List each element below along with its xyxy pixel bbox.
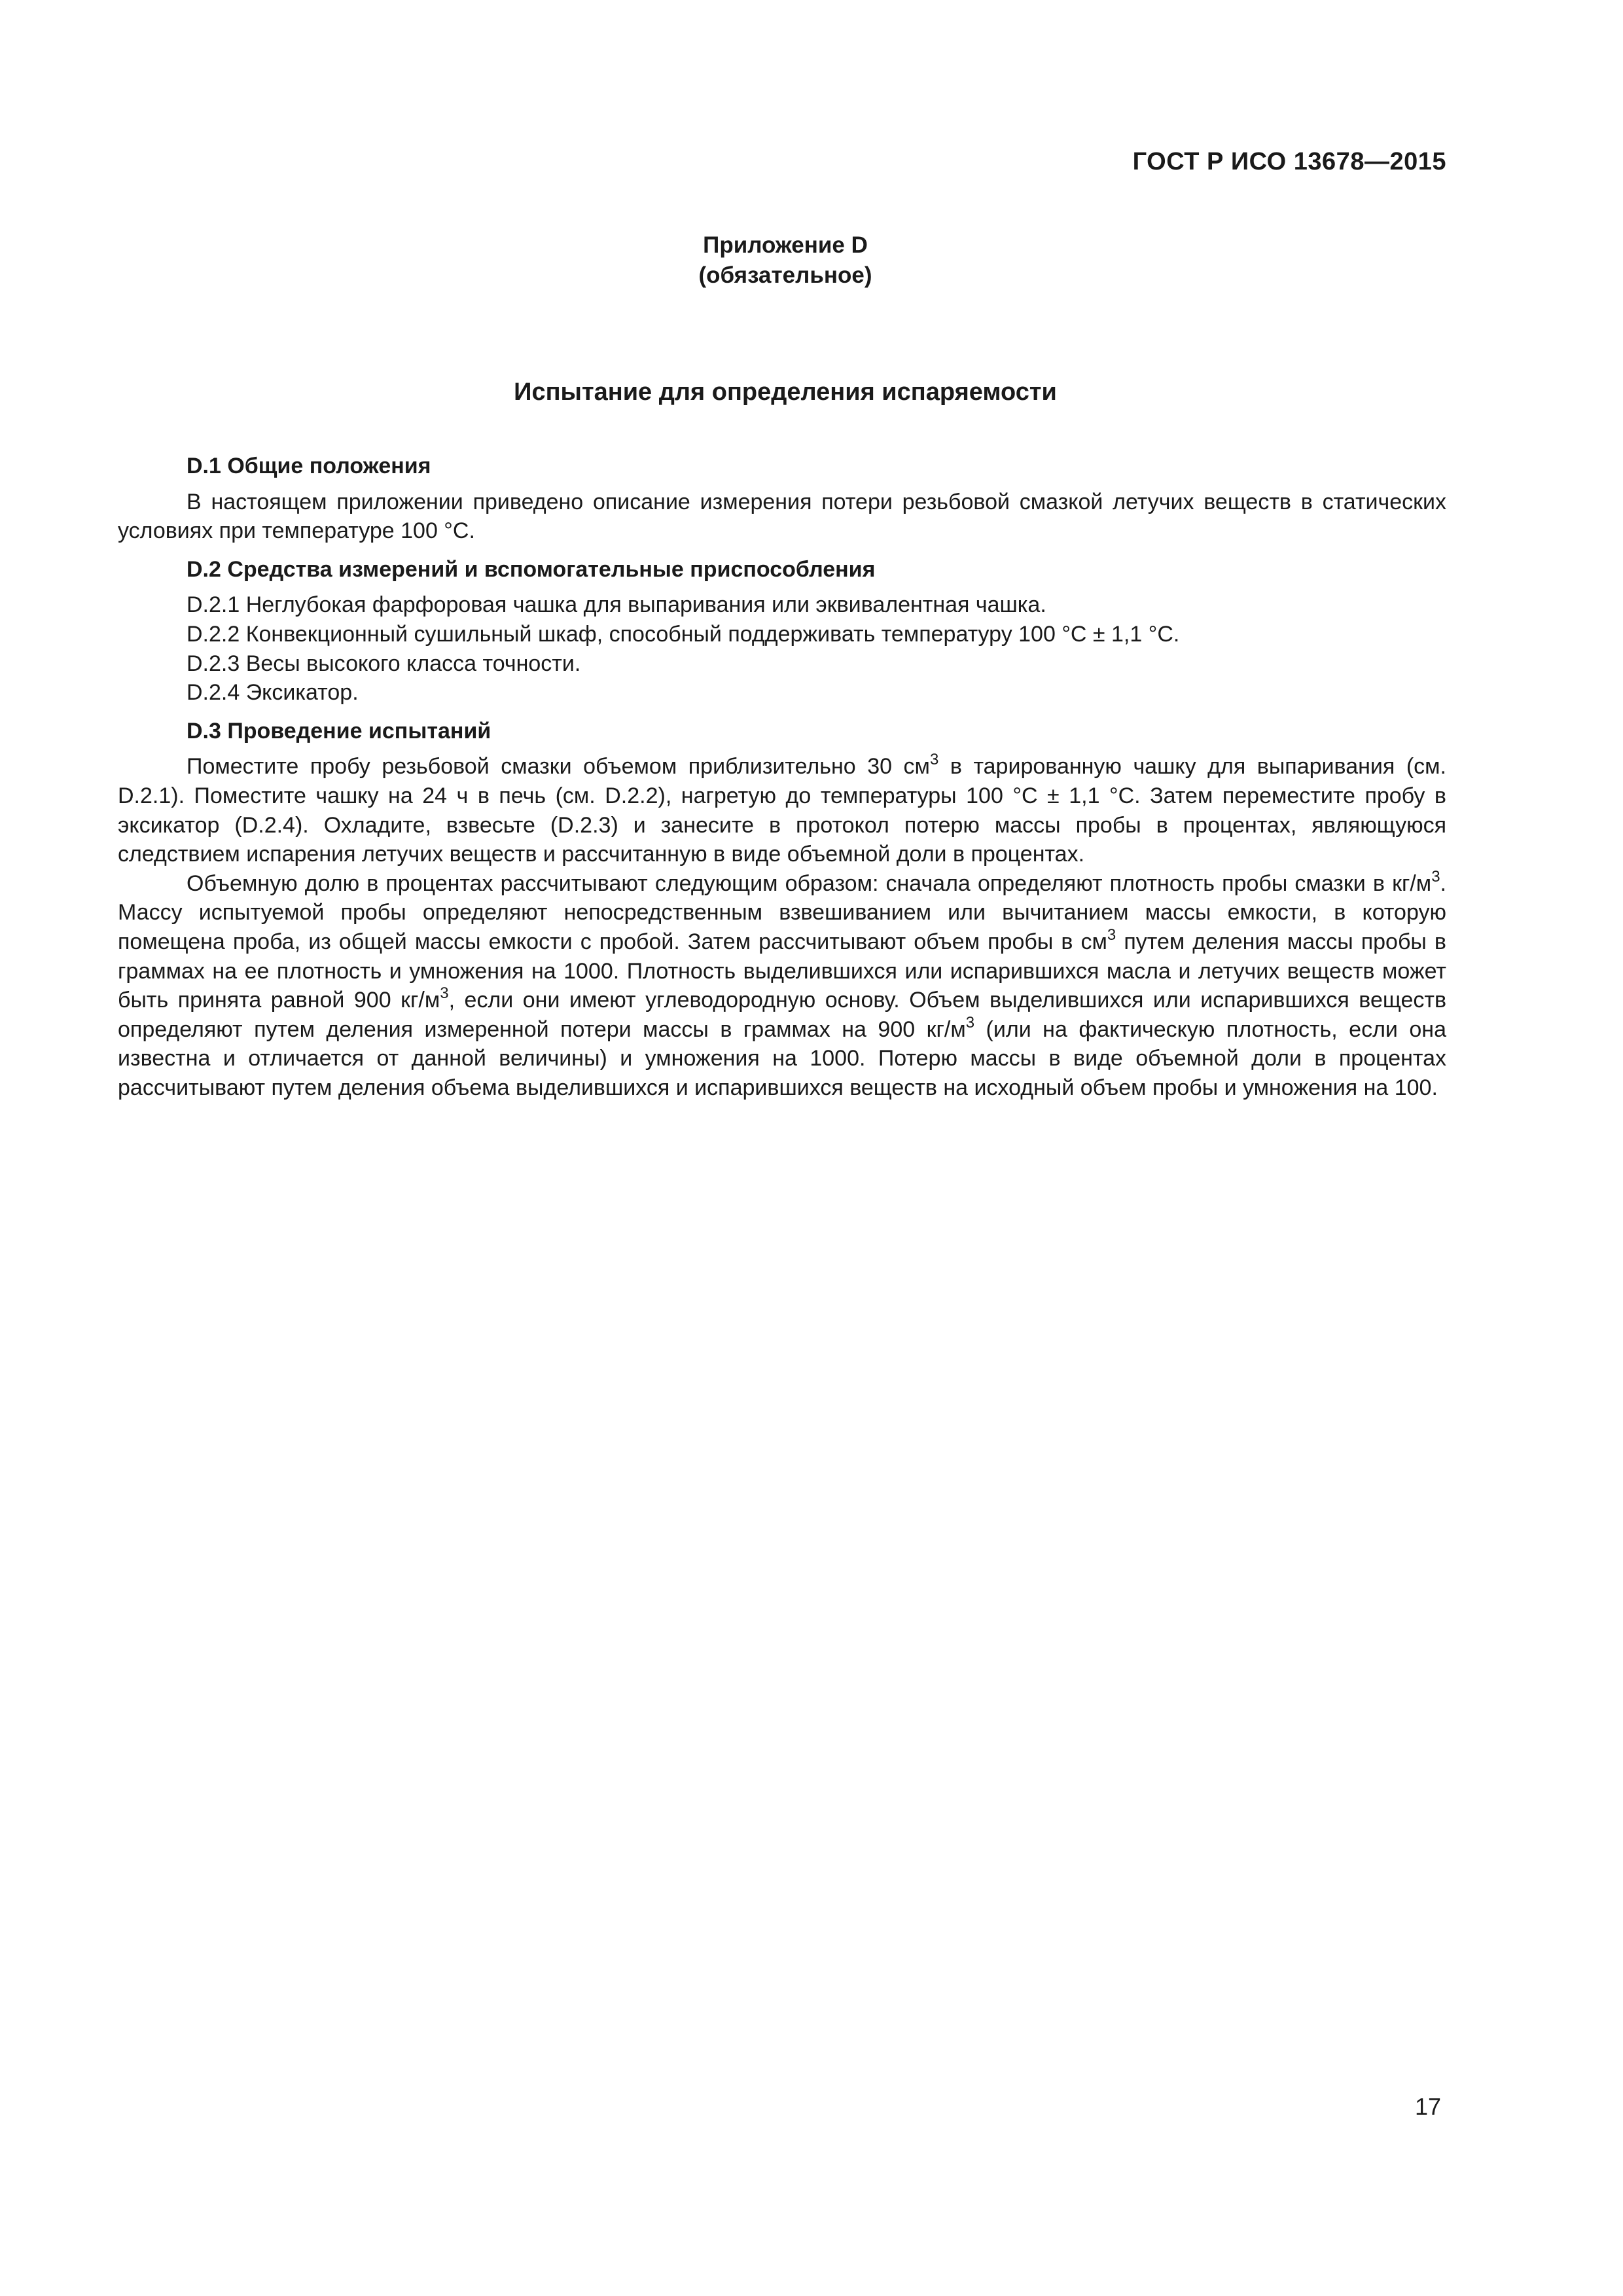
list-item-d2-4: D.2.4 Эксикатор. (187, 680, 359, 706)
document-identifier: ГОСТ Р ИСО 13678—2015 (1132, 148, 1446, 175)
section-heading-d2: D.2 Средства измерений и вспомогательные приспособления (187, 556, 876, 582)
section-d3-paragraph-1 (118, 752, 1446, 869)
section-heading-d1: D.1 Общие положения (187, 454, 431, 478)
d3-p2-part-b: . Массу испытуемой пробы определяют непосредственным взвешиванием или вычитанием массы емкости, в которую помещена проба, из общей массы емкости с пробой. Затем рассчитывают объем пробы в см (118, 870, 1446, 954)
d3-p1-part-a: Поместите пробу резьбовой смазки объемом приблизительно 30 см (187, 754, 930, 780)
document-body (118, 452, 1446, 1102)
annex-title: Испытание для определения испаряемости (514, 378, 1057, 406)
superscript-3: 3 (965, 1013, 975, 1031)
list-item-d2-3: D.2.3 Весы высокого класса точности. (187, 651, 581, 676)
section-d3-paragraph-2 (118, 869, 1446, 1103)
list-item-d2-2: D.2.2 Конвекционный сушильный шкаф, способный поддерживать температуру 100 °С ± 1,1 °С. (187, 621, 1180, 647)
list-item-d2-1: D.2.1 Неглубокая фарфоровая чашка для выпаривания или эквивалентная чашка. (187, 592, 1046, 618)
section-heading-d3: D.3 Проведение испытаний (187, 718, 491, 744)
d3-p2-part-d: , если они имеют углеводородную основу. Объем выделившихся или испарившихся веществ определяют путем деления измеренной потери массы в граммах на 900 кг/м (118, 988, 1447, 1042)
superscript-3: 3 (929, 751, 939, 769)
d3-p2-part-c: путем деления массы пробы в граммах на ее плотность и умножения на 1000. Плотность выделившихся или испарившихся масла и летучих веществ может быть принята равной 900 кг/м (118, 929, 1446, 1013)
page-number: 17 (1414, 2093, 1441, 2120)
d3-p1-part-b: в тарированную чашку для выпаривания (см. D.2.1). Поместите чашку на 24 ч в печь (см. D.2.2), нагретую до температуры 100 °С ± 1,1 °С. Затем переместите пробу в эксикатор (D.2.4). Охладите, взвесьте (D.2.3) и занесите в протокол потерю массы пробы в процентах, являющуюся следствием испарения летучих веществ и рассчитанную в виде объемной доли в процентах. (118, 754, 1446, 867)
annex-label: Приложение D (703, 232, 868, 258)
annex-heading (0, 230, 1571, 291)
superscript-3: 3 (1431, 867, 1440, 886)
superscript-3: 3 (440, 984, 449, 1003)
section-d1-text: В настоящем приложении приведено описание измерения потери резьбовой смазкой летучих веществ в статических условиях при температуре 100 °С. (118, 489, 1446, 544)
annex-status: (обязательное) (698, 262, 872, 288)
d3-p2-part-a: Объемную долю в процентах рассчитывают следующим образом: сначала определяют плотность пробы смазки в кг/м (187, 870, 1432, 896)
d3-p2-part-e: (или на фактическую плотность, если она известна и отличается от данной величины) и умножения на 1000. Потерю массы в виде объемной доли в процентах рассчитывают путем деления объема выделившихся и испарившихся веществ на исходный объем пробы и умножения на 100. (118, 1016, 1446, 1100)
superscript-3: 3 (1107, 925, 1116, 944)
